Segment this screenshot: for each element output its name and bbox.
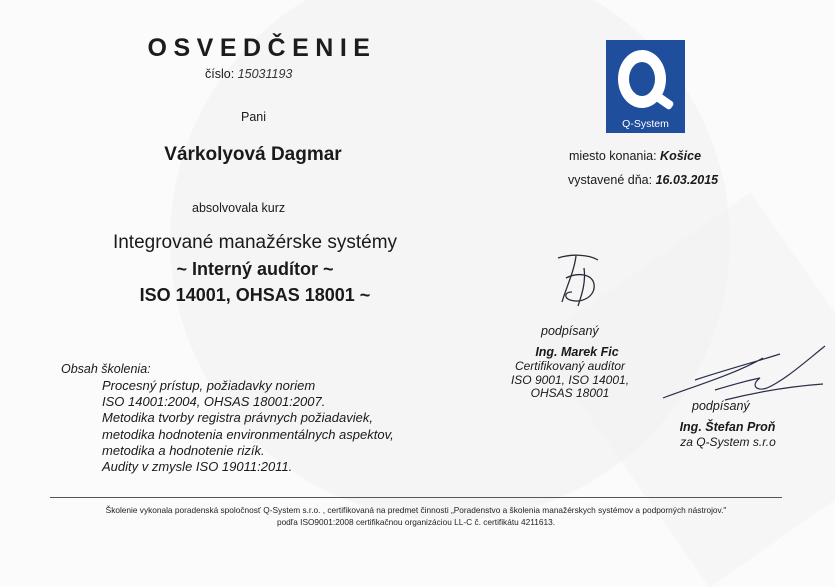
signature-fic (548, 248, 608, 310)
course-line-1: Integrované manažérske systémy (112, 232, 398, 253)
logo-text: Q-System (622, 118, 669, 130)
place-value: Košice (660, 149, 702, 163)
course-line-3: ISO 14001, OHSAS 18001 ~ (139, 285, 371, 305)
place-label: miesto konania: (569, 149, 657, 163)
recipient-name: Várkolyová Dagmar (164, 144, 342, 165)
q-letter-icon (618, 50, 666, 108)
place (569, 149, 701, 163)
signatory-name-1: Ing. Marek Fic (535, 345, 619, 359)
contents-line: Metodika tvorby registra právnych požiadaviek, (102, 410, 373, 426)
footer-divider (50, 497, 782, 498)
issued-label: vystavené dňa: (568, 173, 653, 187)
signature-pron (655, 340, 830, 405)
q-system-logo (606, 40, 685, 133)
footer-note (40, 504, 792, 528)
contents-line: metodika hodnotenia environmentálnych aspektov, (102, 426, 394, 442)
footer-line-2: podľa ISO9001:2008 certifikačnou organizáciou LL-C č. certifikátu 4211613. (276, 517, 556, 527)
number-label: číslo: (205, 67, 235, 81)
signed-label-2: podpísaný (692, 399, 750, 413)
contents-list (102, 378, 394, 475)
course-line-2: ~ Interný audítor ~ (176, 259, 334, 279)
contents-line: Audity v zmysle ISO 19011:2011. (102, 459, 293, 475)
signed-label-1: podpísaný (541, 324, 599, 338)
salutation: Pani (241, 110, 267, 124)
contents-heading: Obsah školenia: (61, 362, 151, 376)
completed-text: absolvovala kurz (192, 201, 286, 215)
certificate-title: OSVEDČENIE (147, 34, 377, 62)
signatory-details-1: Certifikovaný audítor ISO 9001, ISO 14001, OHSAS 18001 (510, 359, 630, 400)
certificate-number (205, 67, 292, 81)
signatory-details-2: za Q-System s.r.o (680, 435, 776, 449)
footer-line-1: Školenie vykonala poradenská spoločnosť Q-System s.r.o. , certifikovaná na predmet činnosti „Poradenstvo a školenia manažérskych systémov a podporných nástrojov." (105, 505, 727, 515)
number-value: 15031193 (237, 67, 293, 81)
signatory-name-2: Ing. Štefan Proň (679, 420, 776, 434)
issued-value: 16.03.2015 (655, 173, 719, 187)
issued-date (568, 173, 718, 187)
contents-line: Procesný prístup, požiadavky noriem (102, 378, 316, 393)
contents-line: metodika a hodnotenie rizík. (102, 442, 265, 458)
contents-line: ISO 14001:2004, OHSAS 18001:2007. (102, 394, 326, 410)
